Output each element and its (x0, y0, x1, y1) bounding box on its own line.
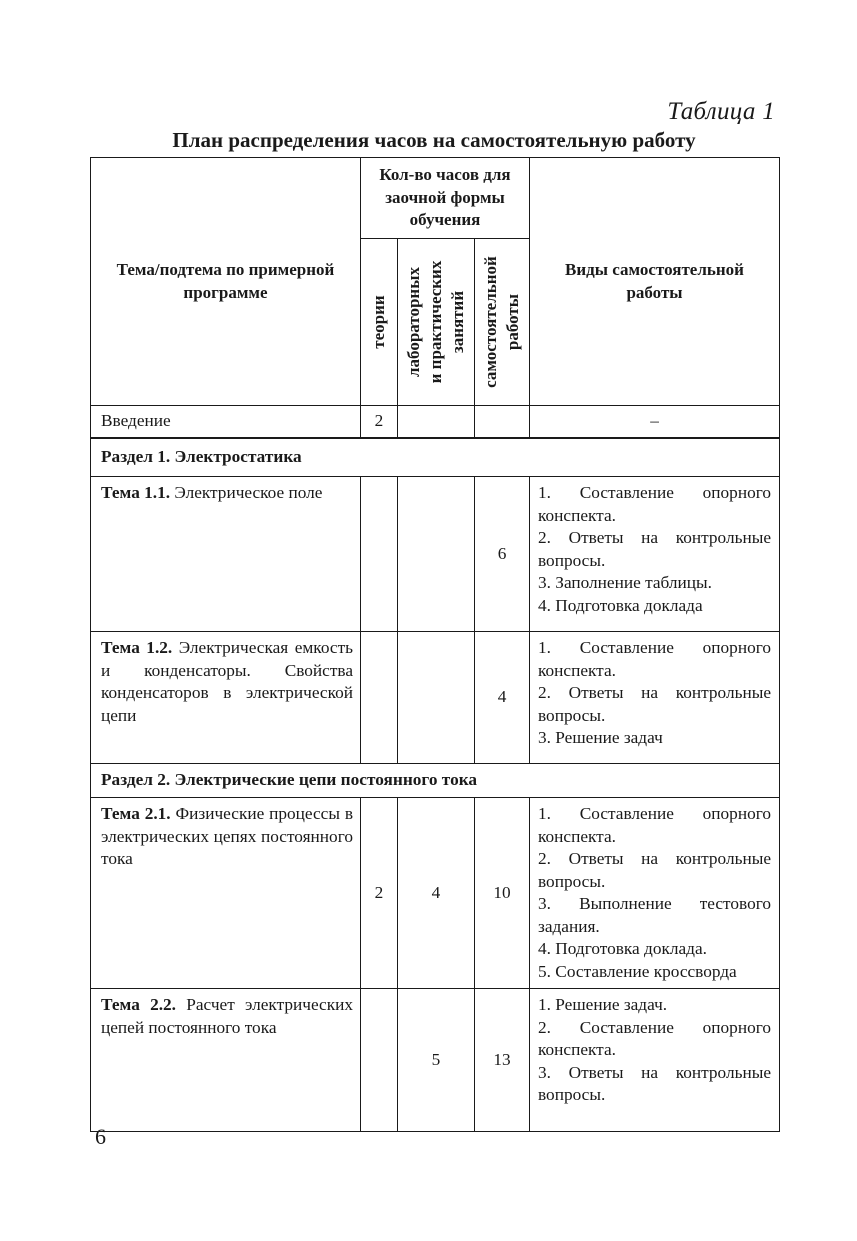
topic-text: Физические процессы в электрических цепях постоянного тока (101, 804, 353, 868)
page-number: 6 (95, 1124, 106, 1149)
kinds-item: 2. Ответы на контрольные вопросы. (538, 528, 772, 570)
header-topic (91, 158, 361, 406)
topic-label: Тема 2.2. (101, 995, 177, 1014)
table-number-label: Таблица 1 (667, 98, 775, 125)
kinds-item: 4. Подготовка доклада. (538, 939, 707, 958)
section-title: Раздел 1. Электростатика (91, 438, 780, 477)
header-self-line: работы (503, 293, 522, 351)
kinds-item: 3. Выполнение тестового задания. (538, 894, 772, 936)
lab-hours-cell (398, 632, 475, 764)
topic-cell (91, 989, 361, 1132)
header-kinds (530, 158, 780, 406)
header-self-text (480, 256, 524, 388)
header-hours-group: Кол-во часов для заочной формы обучения (361, 158, 530, 239)
topic-cell (91, 798, 361, 989)
kinds-item: 2. Ответы на контрольные вопросы. (538, 683, 772, 725)
header-topic-text: Тема/подтема по примерной программе (116, 260, 335, 302)
section-row (91, 438, 780, 477)
header-lab-text (403, 261, 469, 384)
table-row (91, 989, 780, 1132)
topic-cell: Введение (91, 406, 361, 439)
self-hours-cell: 6 (475, 477, 530, 632)
section-title: Раздел 2. Электрические цепи постоянного тока (91, 764, 780, 798)
header-row-top (91, 158, 780, 239)
kinds-item: 5. Составление кроссворда (538, 961, 737, 981)
kinds-item: 1. Составление опорного конспекта. (538, 483, 772, 525)
kinds-item: 4. Подготовка доклада (538, 595, 703, 615)
lab-hours-cell: 5 (398, 989, 475, 1132)
theory-hours-cell (361, 477, 398, 632)
topic-label: Тема 1.1. (101, 483, 171, 502)
lab-hours-cell (398, 477, 475, 632)
theory-hours-cell: 2 (361, 798, 398, 989)
table-title: План распределения часов на самостоятельную работу (172, 128, 696, 152)
theory-hours-cell: 2 (361, 406, 398, 439)
topic-text: Электрическая емкость и конденсаторы. Свойства конденсаторов в электрической цепи (101, 638, 353, 725)
kinds-item: 1. Решение задач. (538, 995, 668, 1014)
theory-hours-cell (361, 989, 398, 1132)
kinds-item: 2. Ответы на контрольные вопросы. (538, 849, 772, 891)
lab-hours-cell (398, 406, 475, 439)
kinds-item: 1. Составление опорного конспекта. (538, 638, 772, 680)
kinds-cell: – (530, 406, 780, 439)
table-row-intro (91, 406, 780, 439)
table-row (91, 798, 780, 989)
header-theory (361, 239, 398, 406)
topic-label: Тема 2.1. (101, 804, 171, 823)
kinds-cell (530, 989, 780, 1132)
self-hours-cell: 10 (475, 798, 530, 989)
header-lab (398, 239, 475, 406)
topic-label: Тема 1.2. (101, 638, 173, 657)
table-row (91, 632, 780, 764)
kinds-item: 1. Составление опорного конспекта. (538, 804, 772, 846)
header-self-line: самостоятельной (481, 256, 500, 388)
kinds-cell (530, 477, 780, 632)
kinds-item: 3. Ответы на контрольные вопросы. (538, 1062, 772, 1104)
kinds-cell (530, 632, 780, 764)
table-row (91, 477, 780, 632)
header-kinds-text: Виды самостоятельной работы (565, 260, 744, 302)
header-lab-line: лабораторных (404, 267, 423, 377)
kinds-item: 2. Составление опорного конспекта. (538, 1017, 772, 1059)
kinds-item: 3. Заполнение таблицы. (538, 573, 712, 592)
header-lab-line: занятий (448, 290, 467, 354)
topic-cell (91, 477, 361, 632)
header-self (475, 239, 530, 406)
lab-hours-cell: 4 (398, 798, 475, 989)
self-hours-cell: 4 (475, 632, 530, 764)
header-lab-line: и практических (426, 260, 445, 384)
topic-text: Электрическое поле (174, 483, 323, 502)
section-row (91, 764, 780, 798)
topic-cell (91, 632, 361, 764)
theory-hours-cell (361, 632, 398, 764)
self-hours-cell: 13 (475, 989, 530, 1132)
header-theory-text: теории (369, 295, 388, 349)
kinds-item: 3. Решение задач (538, 728, 663, 747)
self-hours-cell (475, 406, 530, 439)
hours-distribution-table (90, 157, 780, 1132)
kinds-cell (530, 798, 780, 989)
topic-text: Расчет электрических цепей постоянного тока (101, 995, 353, 1037)
